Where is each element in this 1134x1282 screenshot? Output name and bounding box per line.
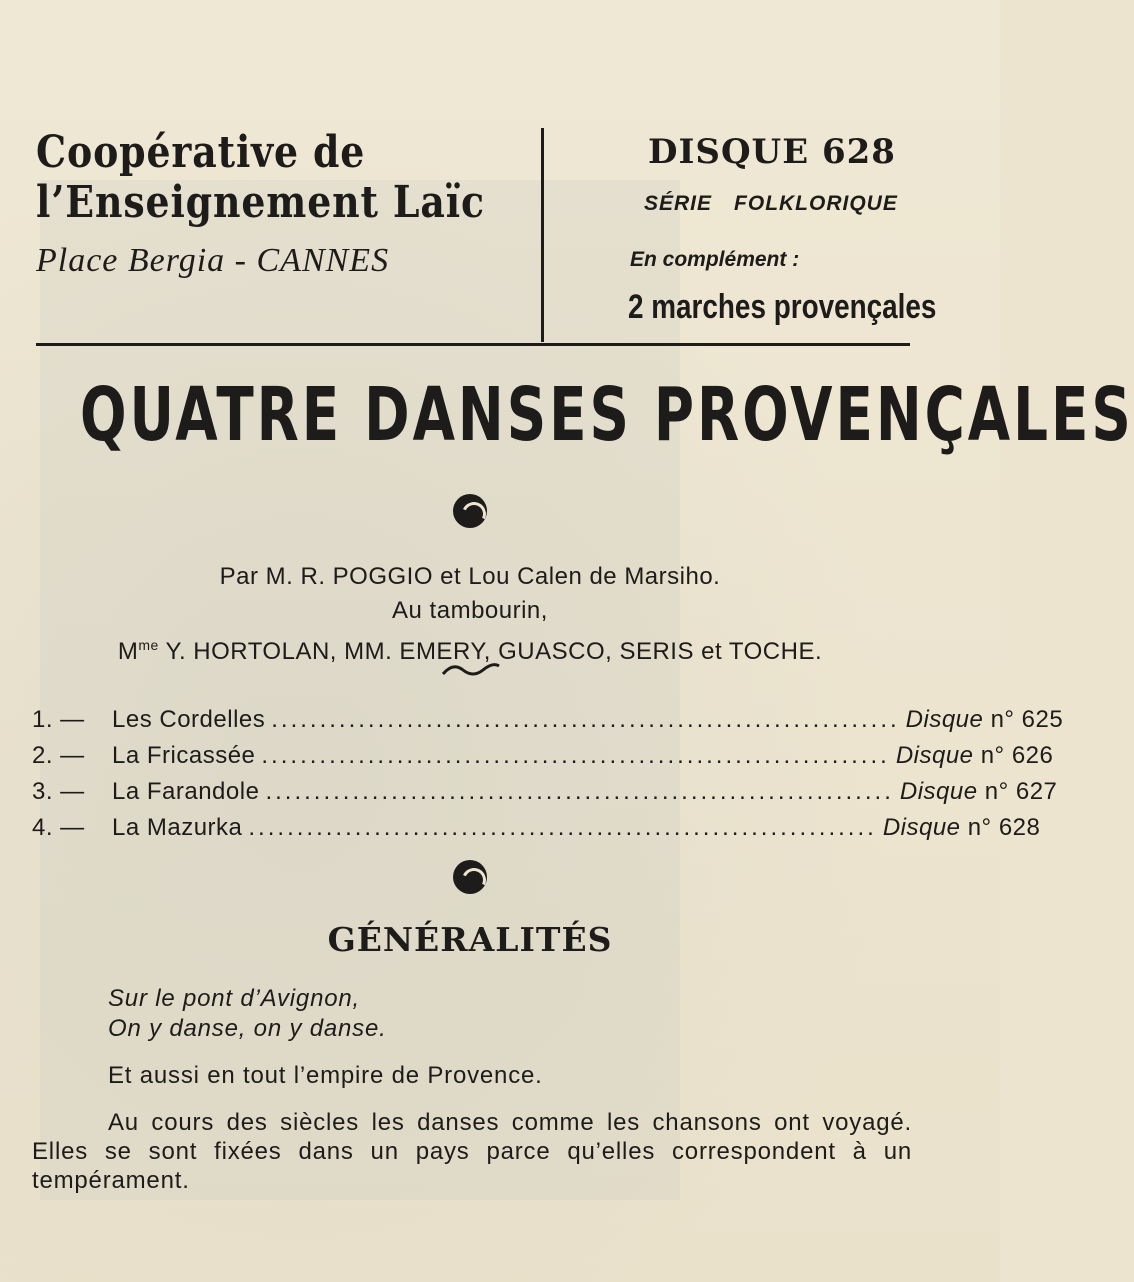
disque-no: n° 627 bbox=[984, 778, 1058, 805]
disque-no: n° 626 bbox=[980, 742, 1054, 769]
header-divider bbox=[541, 128, 544, 342]
poem-quote bbox=[108, 984, 387, 1044]
publisher-block bbox=[36, 128, 536, 280]
credits-line-1: Par M. R. POGGIO et Lou Calen de Marsiho. bbox=[219, 563, 721, 590]
paragraph-2: Au cours des siècles les danses comme les chansons ont voyagé. Elles se sont fixées dans un pays parce qu’elles correspondent à un tempérament. bbox=[32, 1109, 912, 1194]
disque-label: Disque bbox=[905, 706, 984, 733]
disque-label: Disque bbox=[882, 814, 961, 841]
track-number: 4. — bbox=[32, 814, 85, 841]
serie-word: SÉRIE bbox=[644, 192, 713, 215]
disque-label: Disque bbox=[895, 742, 974, 769]
tilde-ornament-icon bbox=[441, 660, 501, 680]
publisher-address: Place Bergia - CANNES bbox=[36, 242, 390, 279]
disque-no: n° 628 bbox=[967, 814, 1041, 841]
publisher-name-line-1: Coopérative de bbox=[36, 127, 366, 178]
bleed-through-background bbox=[40, 180, 680, 1200]
dot-leader: ................................................................. bbox=[271, 706, 900, 733]
credits-names: Y. HORTOLAN, MM. EMERY, GUASCO, SERIS et TOCHE. bbox=[158, 638, 823, 665]
poem-line-2: On y danse, on y danse. bbox=[108, 1015, 387, 1042]
dot-leader: ................................................................. bbox=[261, 742, 890, 769]
credits-line-2: Au tambourin, bbox=[392, 597, 548, 624]
credits-me-superscript: me bbox=[138, 637, 159, 653]
poem-line-1: Sur le pont d’Avignon, bbox=[108, 985, 360, 1012]
credits bbox=[0, 560, 940, 665]
complement-label: En complément : bbox=[630, 248, 800, 271]
track-row bbox=[32, 774, 1058, 810]
track-row bbox=[32, 738, 1054, 774]
track-name: La Mazurka bbox=[112, 814, 243, 841]
track-name: La Farandole bbox=[112, 778, 260, 805]
disque-label: Disque bbox=[899, 778, 978, 805]
marches-label: 2 marches provençales bbox=[628, 288, 937, 326]
track-name: Les Cordelles bbox=[112, 706, 266, 733]
track-disque-ref bbox=[896, 738, 1054, 774]
serie-label bbox=[644, 192, 898, 216]
track-number: 2. — bbox=[32, 742, 85, 769]
section-title: GÉNÉRALITÉS bbox=[327, 920, 613, 959]
main-title: QUATRE DANSES PROVENÇALES bbox=[80, 372, 1134, 458]
paragraph-1: Et aussi en tout l’empire de Provence. bbox=[108, 1062, 543, 1089]
track-number: 1. — bbox=[32, 706, 85, 733]
publisher-name-line-2: l’Enseignement Laïc bbox=[36, 177, 485, 228]
track-number: 3. — bbox=[32, 778, 85, 805]
dot-leader: ................................................................. bbox=[265, 778, 894, 805]
track-list bbox=[32, 702, 1064, 846]
header-rule bbox=[36, 343, 910, 346]
track-row bbox=[32, 810, 1041, 846]
track-disque-ref bbox=[900, 774, 1058, 810]
track-name: La Fricassée bbox=[112, 742, 256, 769]
disque-number: DISQUE 628 bbox=[648, 132, 896, 172]
spiral-ornament-icon bbox=[453, 494, 487, 528]
spiral-ornament-icon bbox=[453, 860, 487, 894]
dot-leader: ................................................................. bbox=[248, 814, 877, 841]
track-disque-ref bbox=[906, 702, 1064, 738]
track-row bbox=[32, 702, 1064, 738]
folklorique-word: FOLKLORIQUE bbox=[734, 192, 898, 215]
credits-line-3 bbox=[0, 628, 940, 665]
credits-m: M bbox=[117, 638, 139, 665]
track-disque-ref bbox=[883, 810, 1041, 846]
disque-no: n° 625 bbox=[990, 706, 1064, 733]
